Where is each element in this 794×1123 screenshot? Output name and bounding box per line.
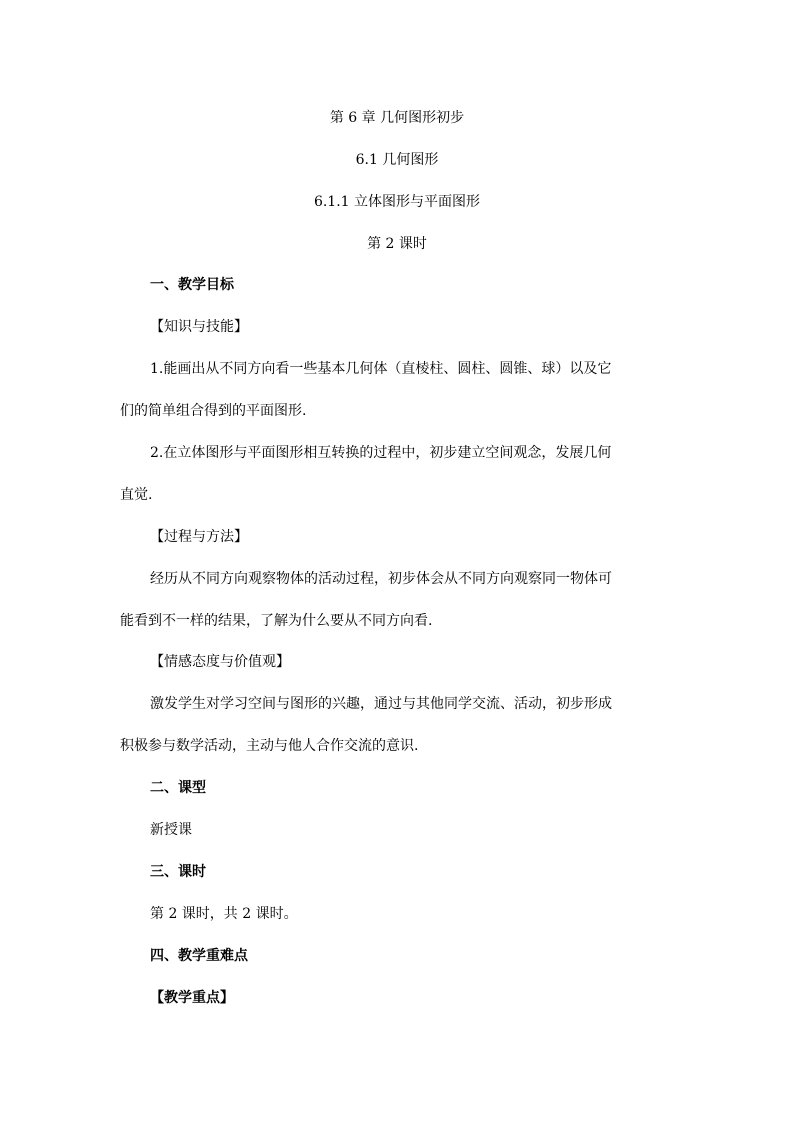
attitude-label: 【情感态度与价值观】 (150, 654, 290, 670)
knowledge-item2-line2: 直觉. (120, 487, 153, 503)
subsection-title: 6.1.1 立体图形与平面图形 (313, 194, 481, 210)
section-title: 6.1 几何图形 (355, 152, 439, 168)
knowledge-item2-line1: 2.在立体图形与平面图形相互转换的过程中，初步建立空间观念，发展几何 (150, 445, 612, 461)
lesson-title: 第 2 课时 (367, 236, 427, 252)
type-heading: 二、课型 (150, 780, 206, 796)
attitude-line2: 积极参与数学活动，主动与他人合作交流的意识. (120, 738, 419, 754)
key-points-heading: 四、教学重难点 (150, 948, 248, 964)
goals-heading: 一、教学目标 (150, 277, 234, 293)
chapter-title: 第 6 章 几何图形初步 (329, 110, 465, 126)
attitude-line1: 激发学生对学习空间与图形的兴趣，通过与其他同学交流、活动，初步形成 (150, 696, 612, 712)
process-label: 【过程与方法】 (150, 529, 248, 545)
hours-value: 第 2 课时，共 2 课时。 (150, 906, 298, 922)
hours-heading: 三、课时 (150, 864, 206, 880)
type-value: 新授课 (150, 822, 192, 838)
knowledge-item1-line2: 们的简单组合得到的平面图形. (120, 403, 307, 419)
process-line1: 经历从不同方向观察物体的活动过程，初步体会从不同方向观察同一物体可 (150, 571, 612, 587)
knowledge-item1-line1: 1.能画出从不同方向看一些基本几何体（直棱柱、圆柱、圆锥、球）以及它 (150, 361, 612, 377)
knowledge-label: 【知识与技能】 (150, 319, 248, 335)
key-points-label: 【教学重点】 (150, 990, 234, 1006)
process-line2: 能看到不一样的结果，了解为什么要从不同方向看. (120, 613, 433, 629)
